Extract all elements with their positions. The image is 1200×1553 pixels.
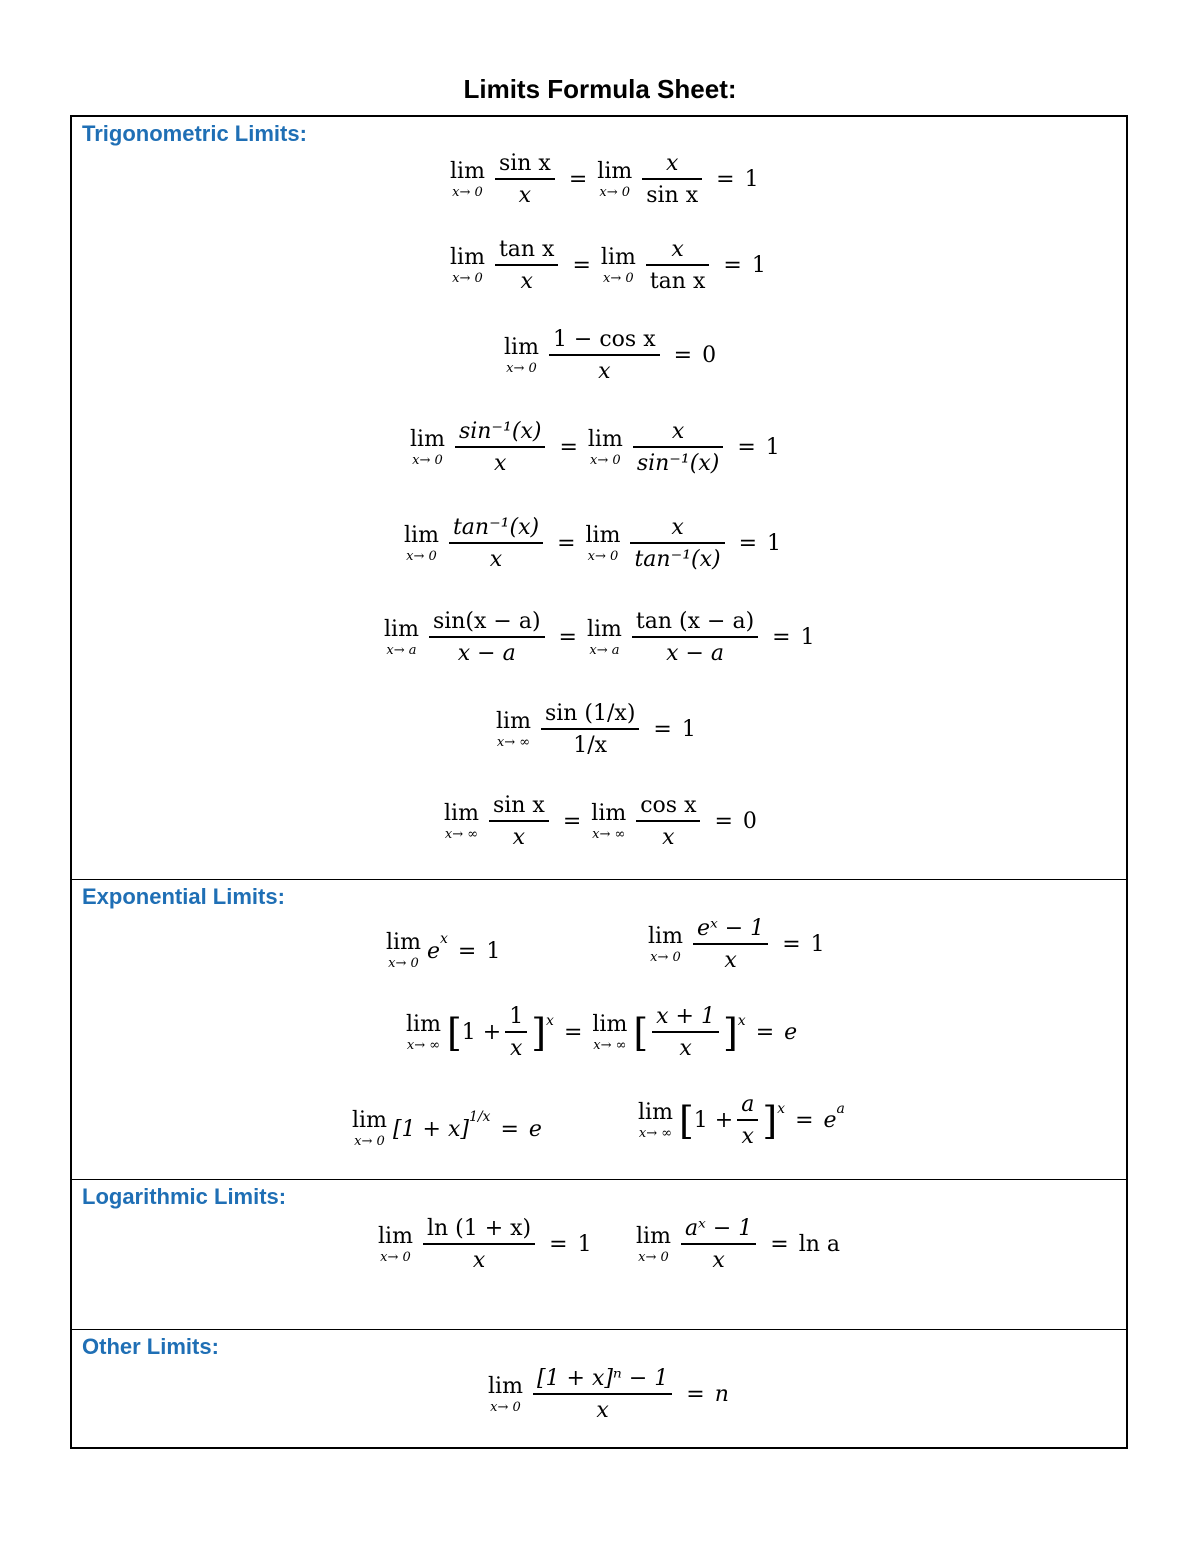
equals-sign: =	[500, 1116, 519, 1142]
limit-subscript: x→ 0	[406, 548, 437, 564]
formula-one-minus-cos	[504, 327, 716, 385]
limit-subscript: x→ ∞	[496, 734, 531, 750]
limit-operator	[352, 1110, 387, 1148]
formula-tan-over-x	[450, 237, 766, 295]
limit-word: lim	[597, 158, 633, 184]
bracket: ]	[762, 1098, 778, 1143]
fraction	[693, 916, 768, 974]
equals-sign: =	[770, 1232, 789, 1258]
fraction	[681, 1216, 756, 1274]
fraction-denominator: x	[636, 820, 700, 850]
fraction-numerator: a	[741, 1092, 755, 1117]
math-symbol: 1	[744, 167, 759, 193]
limit-operator	[648, 923, 683, 965]
fraction	[630, 515, 724, 573]
fraction	[652, 1004, 719, 1062]
math-symbol: 1	[577, 1232, 592, 1258]
exponent: x	[737, 1012, 746, 1029]
bracket: ]	[722, 1010, 738, 1055]
fraction-numerator: [1 + x]ⁿ − 1	[536, 1366, 669, 1391]
limit-operator	[378, 1223, 413, 1265]
fraction-numerator: x	[671, 515, 684, 540]
limit-operator	[386, 932, 421, 970]
limit-word: lim	[406, 1011, 441, 1037]
limit-subscript: x→ ∞	[406, 1037, 441, 1053]
limit-word: lim	[591, 800, 627, 826]
equals-sign: =	[559, 435, 578, 461]
limit-operator	[450, 158, 485, 200]
equals-sign: =	[755, 1020, 775, 1046]
fraction	[646, 237, 710, 295]
fraction-denominator: x	[737, 1119, 758, 1149]
limit-word: lim	[592, 1011, 628, 1037]
fraction-denominator: 1/x	[541, 728, 639, 758]
limit-subscript: x→ ∞	[593, 1037, 627, 1053]
fraction-denominator: tan⁻¹(x)	[630, 542, 724, 572]
limit-subscript: x→ a	[386, 642, 417, 658]
equals-sign: =	[782, 932, 801, 958]
limit-operator	[587, 426, 623, 468]
section-trigonometric	[72, 117, 1126, 879]
fraction-denominator: sin⁻¹(x)	[633, 446, 724, 476]
math-symbol: 1	[800, 625, 815, 651]
fraction	[429, 609, 545, 667]
limit-subscript: x→ 0	[380, 1249, 411, 1265]
formula-e-power-x-minus-one	[648, 916, 825, 974]
bracket: [	[446, 1010, 462, 1055]
fraction-numerator: sin x	[492, 793, 545, 818]
limit-word: lim	[410, 426, 445, 452]
limit-subscript: x→ 0	[452, 184, 483, 200]
limit-word: lim	[496, 708, 531, 734]
section-logarithmic	[72, 1179, 1126, 1329]
fraction-denominator: tan x	[646, 264, 710, 294]
fraction-numerator: aˣ − 1	[684, 1216, 753, 1241]
math-symbol: 1 +	[461, 1020, 502, 1046]
fraction-numerator: ln (1 + x)	[426, 1216, 532, 1241]
limit-operator	[450, 244, 485, 286]
limit-operator	[597, 158, 633, 200]
limit-word: lim	[600, 244, 636, 270]
limit-subscript: x→ a	[589, 642, 620, 658]
fraction-numerator: x	[671, 237, 684, 262]
limit-operator	[406, 1011, 441, 1053]
equals-sign: =	[686, 1382, 705, 1408]
limit-subscript: x→ ∞	[444, 826, 479, 842]
math-symbol: 1	[765, 435, 780, 461]
limit-subscript: x→ 0	[388, 956, 419, 971]
section-title-exponential: Exponential Limits:	[82, 884, 285, 909]
limit-subscript: x→ 0	[590, 452, 621, 468]
fraction	[495, 151, 555, 209]
fraction-numerator: tan (x − a)	[635, 609, 755, 634]
limit-word: lim	[586, 616, 622, 642]
fraction	[737, 1092, 758, 1150]
math-symbol: 1	[486, 938, 501, 964]
limit-word: lim	[386, 930, 421, 955]
limit-word: lim	[450, 244, 485, 270]
formula-one-plus-x-power	[352, 1110, 542, 1148]
formula-arcsin	[410, 419, 780, 477]
limit-word: lim	[587, 426, 623, 452]
math-symbol: 1	[767, 531, 782, 557]
limit-word: lim	[636, 1223, 671, 1249]
fraction-numerator: 1	[509, 1004, 524, 1029]
fraction-numerator: tan x	[498, 237, 555, 262]
bracket: ]	[531, 1010, 547, 1055]
fraction-numerator: cos x	[640, 793, 697, 818]
limit-operator	[496, 708, 531, 750]
limit-word: lim	[352, 1108, 387, 1133]
bracket: [	[678, 1098, 694, 1143]
equals-sign: =	[716, 167, 735, 193]
formula-e-power-a	[638, 1092, 845, 1150]
fraction-numerator: tan⁻¹(x)	[452, 515, 540, 540]
math-symbol: 1	[810, 932, 825, 958]
equals-sign: =	[563, 1020, 583, 1046]
equals-sign: =	[572, 253, 591, 279]
formula-ln-one-plus-x	[378, 1216, 592, 1274]
exponent: x	[546, 1012, 554, 1029]
limit-operator	[404, 522, 439, 564]
fraction	[423, 1216, 535, 1274]
limit-word: lim	[648, 923, 683, 949]
fraction-numerator: x + 1	[656, 1004, 715, 1029]
equals-sign: =	[562, 809, 582, 835]
formula-sin-x-minus-a	[384, 609, 815, 667]
fraction-denominator: x	[495, 178, 555, 208]
fraction	[632, 609, 758, 667]
math-symbol: e	[528, 1116, 542, 1142]
limit-word: lim	[585, 522, 621, 548]
formula-a-power-x-minus-one	[636, 1216, 840, 1274]
limit-subscript: x→ 0	[587, 548, 619, 564]
equals-sign: =	[568, 167, 588, 193]
limit-operator	[410, 426, 445, 468]
limit-operator	[444, 800, 479, 842]
fraction	[505, 1004, 527, 1062]
fraction-numerator: sin x	[498, 151, 551, 176]
limit-subscript: x→ 0	[506, 360, 537, 376]
equals-sign: =	[558, 625, 577, 651]
math-symbol: e	[784, 1020, 798, 1046]
equals-sign: =	[723, 253, 742, 279]
fraction	[455, 419, 546, 477]
fraction	[449, 515, 543, 573]
section-title-trigonometric: Trigonometric Limits:	[82, 121, 307, 146]
exponent: a	[836, 1100, 845, 1117]
equals-sign: =	[772, 625, 791, 651]
equals-sign: =	[714, 809, 733, 835]
equals-sign: =	[795, 1108, 814, 1134]
fraction-numerator: x	[671, 419, 685, 444]
fraction	[636, 793, 700, 851]
formula-arctan	[404, 515, 781, 573]
fraction-denominator: x − a	[429, 636, 545, 666]
limit-word: lim	[488, 1373, 523, 1399]
fraction-denominator: x	[693, 943, 768, 973]
limit-word: lim	[450, 158, 485, 184]
limit-operator	[488, 1373, 523, 1415]
limit-word: lim	[378, 1223, 413, 1249]
fraction-denominator: x	[681, 1243, 756, 1273]
fraction-numerator: sin⁻¹(x)	[458, 419, 542, 444]
equals-sign: =	[557, 531, 576, 557]
math-symbol: 1 +	[693, 1108, 734, 1134]
fraction	[495, 237, 559, 295]
limit-word: lim	[504, 334, 539, 360]
fraction-denominator: x	[505, 1031, 527, 1061]
math-symbol: e	[426, 938, 440, 964]
fraction-numerator: sin(x − a)	[432, 609, 541, 634]
limit-word: lim	[404, 522, 439, 548]
limit-subscript: x→ 0	[354, 1134, 385, 1149]
exponent: 1/x	[468, 1109, 491, 1125]
equals-sign: =	[549, 1232, 568, 1258]
fraction-numerator: eˣ − 1	[696, 916, 765, 941]
fraction-denominator: x	[489, 820, 549, 850]
formula-sin-over-x	[450, 151, 759, 209]
fraction	[642, 151, 702, 209]
fraction	[549, 327, 660, 385]
math-symbol: [1 + x]	[392, 1116, 469, 1142]
fraction-denominator: x	[449, 542, 543, 572]
equals-sign: =	[673, 343, 693, 369]
formula-e-power-x	[386, 932, 500, 970]
page-title: Limits Formula Sheet:	[463, 74, 737, 104]
formula-sin-cos-infinity	[444, 793, 757, 851]
limit-subscript: x→ ∞	[638, 1125, 673, 1141]
limit-subscript: x→ 0	[650, 949, 681, 965]
fraction-denominator: sin x	[642, 178, 702, 208]
limit-operator	[591, 800, 627, 842]
formula-power-rule	[488, 1366, 729, 1424]
limit-subscript: x→ ∞	[592, 826, 626, 842]
fraction-denominator: x	[533, 1393, 672, 1423]
equals-sign: =	[653, 717, 672, 743]
math-symbol: n	[714, 1382, 729, 1408]
limit-subscript: x→ 0	[490, 1399, 521, 1415]
limit-word: lim	[384, 616, 419, 642]
equals-sign: =	[737, 435, 756, 461]
fraction-denominator: x	[495, 264, 559, 294]
limit-operator	[384, 616, 419, 658]
math-symbol: 0	[742, 809, 757, 835]
limit-word: lim	[638, 1099, 673, 1125]
fraction-denominator: x	[423, 1243, 535, 1273]
math-symbol: 1	[751, 253, 766, 279]
section-title-other: Other Limits:	[82, 1334, 219, 1359]
limit-subscript: x→ 0	[452, 270, 483, 286]
limit-operator	[592, 1011, 628, 1053]
equals-sign: =	[457, 938, 477, 964]
formula-e-definition	[406, 1004, 797, 1062]
math-symbol: ln a	[798, 1232, 841, 1258]
fraction-denominator: x	[549, 354, 660, 384]
limit-subscript: x→ 0	[603, 270, 634, 286]
fraction	[489, 793, 549, 851]
limit-word: lim	[444, 800, 479, 826]
fraction-numerator: x	[665, 151, 679, 176]
fraction	[533, 1366, 672, 1424]
bracket: [	[633, 1010, 649, 1055]
fraction-denominator: x − a	[632, 636, 758, 666]
fraction-denominator: x	[652, 1031, 719, 1061]
limit-operator	[585, 522, 621, 564]
fraction-numerator: sin (1/x)	[544, 701, 636, 726]
math-symbol: e	[823, 1108, 837, 1134]
fraction	[633, 419, 724, 477]
fraction-denominator: x	[455, 446, 546, 476]
fraction-numerator: 1 − cos x	[552, 327, 656, 352]
exponent: x	[439, 931, 448, 947]
formula-sin-one-over-x	[496, 701, 696, 759]
math-symbol: 0	[702, 343, 717, 369]
fraction	[541, 701, 639, 759]
limit-subscript: x→ 0	[638, 1249, 669, 1265]
limit-subscript: x→ 0	[412, 452, 443, 468]
formula-frame	[70, 115, 1128, 1449]
section-title-logarithmic: Logarithmic Limits:	[82, 1184, 287, 1209]
equals-sign: =	[738, 531, 758, 557]
exponent: x	[777, 1100, 786, 1117]
limit-operator	[638, 1099, 673, 1141]
limit-operator	[586, 616, 622, 658]
section-exponential	[72, 879, 1126, 1179]
limit-subscript: x→ 0	[599, 184, 631, 200]
limit-operator	[504, 334, 539, 376]
math-symbol: 1	[681, 717, 696, 743]
limit-operator	[600, 244, 636, 286]
section-other	[72, 1329, 1126, 1449]
limit-operator	[636, 1223, 671, 1265]
